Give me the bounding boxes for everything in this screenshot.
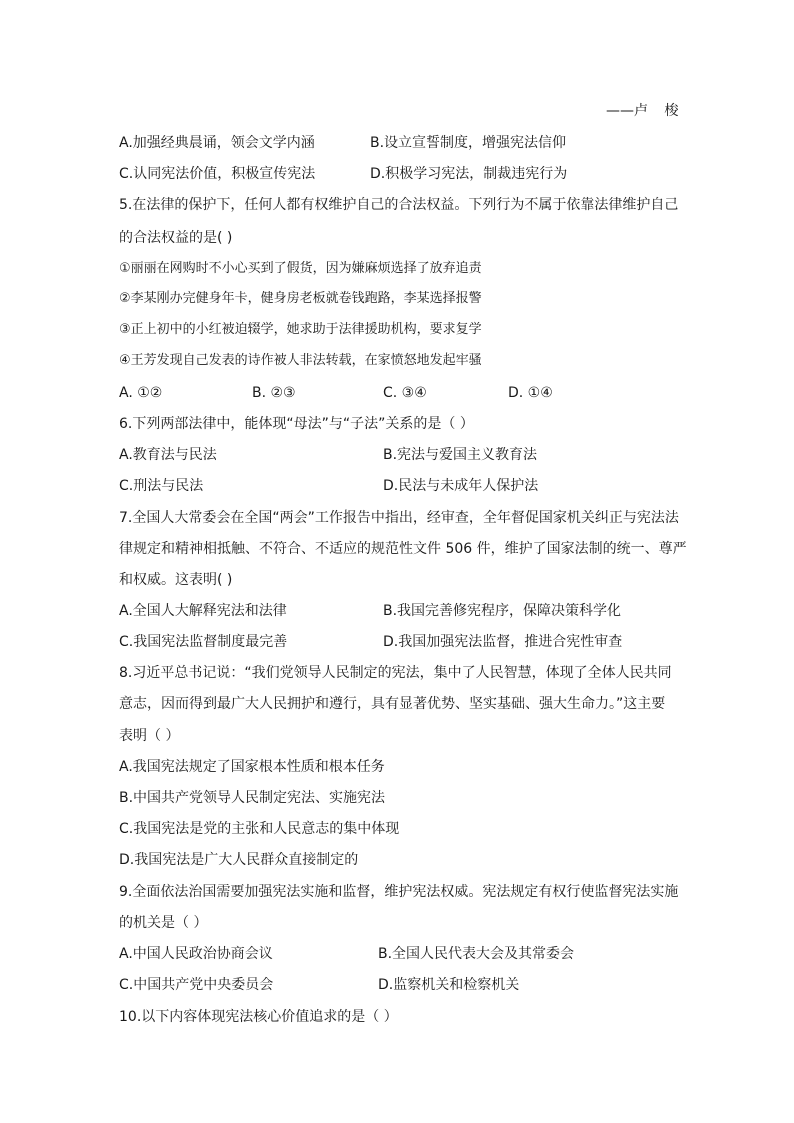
q9-option-b: B.全国人民代表大会及其常委会 [378,946,575,962]
q6-option-b: B.宪法与爱国主义教育法 [383,447,538,463]
q6-option-c: C.刑法与民法 [119,478,204,494]
attribution-author: 卢 梭 [634,103,685,119]
q7-option-c: C.我国宪法监督制度最完善 [119,634,288,650]
q5-item-4: ④王芳发现自己发表的诗作被人非法转载，在家愤怒地发起牢骚 [119,353,482,368]
q8-stem-line-2: 意志，因而得到最广大人民拥护和遵行，具有显著优势、坚实基础、强大生命力。”这主要 [119,696,666,712]
q7-option-a: A.全国人大解释宪法和法律 [119,603,287,619]
q7-option-b: B.我国完善修宪程序，保障决策科学化 [383,603,622,619]
attribution-dash: —— [606,103,634,119]
q7-stem-line-2: 律规定和精神相抵触、不符合、不适应的规范性文件 506 件，维护了国家法制的统一、尊严 [119,541,687,557]
q8-option-b: B.中国共产党领导人民制定宪法、实施宪法 [119,790,386,806]
q5-option-d: D. ①④ [508,385,553,401]
q9-option-d: D.监察机关和检察机关 [378,977,520,993]
q4-option-a: A.加强经典晨诵，领会文学内涵 [119,135,315,151]
q6-stem: 6.下列两部法律中，能体现“母法”与“子法”关系的是（ ） [119,416,474,432]
q4-option-b: B.设立宣誓制度，增强宪法信仰 [370,135,567,151]
q8-option-a: A.我国宪法规定了国家根本性质和根本任务 [119,759,385,775]
q5-stem-line-1: 5.在法律的保护下，任何人都有权维护自己的合法权益。下列行为不属于依靠法律维护自己 [119,197,679,213]
quote-attribution [606,101,684,121]
q7-option-d: D.我国加强宪法监督，推进合宪性审查 [383,634,623,650]
q6-option-a: A.教育法与民法 [119,447,217,463]
q8-stem-line-1: 8.习近平总书记说：“我们党领导人民制定的宪法，集中了人民智慧，体现了全体人民共同 [119,665,672,681]
q9-option-c: C.中国共产党中央委员会 [119,977,274,993]
q4-option-d: D.积极学习宪法，制裁违宪行为 [370,166,568,182]
q4-option-c: C.认同宪法价值，积极宣传宪法 [119,166,316,182]
q5-item-2: ②李某刚办完健身年卡，健身房老板就卷钱跑路，李某选择报警 [119,291,482,306]
q8-stem-line-3: 表明（ ） [119,728,180,744]
q7-stem-line-1: 7.全国人大常委会在全国“两会”工作报告中指出，经审查，全年督促国家机关纠正与宪法法 [119,510,679,526]
q8-option-c: C.我国宪法是党的主张和人民意志的集中体现 [119,821,400,837]
q5-option-a: A. ①② [119,385,163,401]
q9-stem-line-2: 的机关是（ ） [119,915,208,931]
q5-option-b: B. ②③ [252,385,296,401]
q5-option-c: C. ③④ [383,385,427,401]
q5-stem-line-2: 的合法权益的是( ) [119,230,233,246]
q8-option-d: D.我国宪法是广大人民群众直接制定的 [119,852,359,868]
q5-item-3: ③正上初中的小红被迫辍学，她求助于法律援助机构，要求复学 [119,322,482,337]
q7-stem-line-3: 和权威。这表明( ) [119,572,233,588]
q10-stem: 10.以下内容体现宪法核心价值追求的是（ ） [119,1009,398,1025]
q6-option-d: D.民法与未成年人保护法 [383,478,539,494]
q9-option-a: A.中国人民政治协商会议 [119,946,273,962]
q5-item-1: ①丽丽在网购时不小心买到了假货，因为嫌麻烦选择了放弃追责 [119,261,482,276]
q9-stem-line-1: 9.全面依法治国需要加强宪法实施和监督，维护宪法权威。宪法规定有权行使监督宪法实施 [119,884,679,900]
